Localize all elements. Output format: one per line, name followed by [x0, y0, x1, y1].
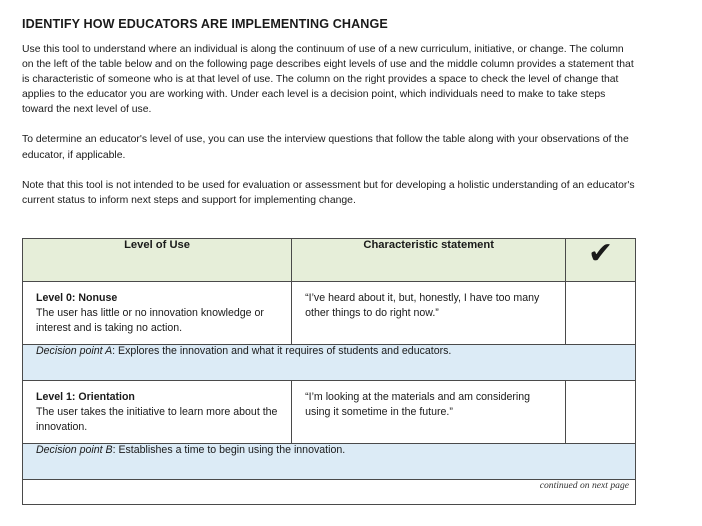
statement-cell: “I’ve heard about it, but, honestly, I have too many other things to do right now.” [292, 282, 566, 345]
table-row-level-1 [23, 381, 636, 444]
header-level-of-use: Level of Use [23, 239, 292, 282]
statement-cell: “I’m looking at the materials and am considering using it sometime in the future.” [292, 381, 566, 444]
decision-point-cell [23, 444, 636, 480]
document-body [22, 14, 636, 208]
header-check-column [566, 236, 636, 282]
method-paragraph: To determine an educator's level of use, you can use the interview questions that follow the table along with your observations of the educator, if applicable. [22, 134, 629, 161]
header-characteristic-statement: Characteristic statement [292, 239, 566, 282]
page-title: IDENTIFY HOW EDUCATORS ARE IMPLEMENTING CHANGE [22, 17, 388, 31]
check-cell-level-1[interactable] [566, 381, 636, 444]
checkmark-icon: ✔ [588, 236, 614, 271]
table-footer-row [23, 480, 636, 505]
decision-point-text: : Establishes a time to begin using the innovation. [112, 444, 346, 456]
decision-point-row-b [23, 444, 636, 480]
level-name: Level 1: Orientation [36, 391, 135, 403]
level-description: The user takes the initiative to learn more about the innovation. [36, 406, 278, 433]
level-cell [23, 381, 292, 444]
table-header-row [23, 239, 636, 282]
note-paragraph: Note that this tool is not intended to be used for evaluation or assessment but for developing a holistic understanding of an educator's current status to inform next steps and support for implementing change. [22, 179, 635, 206]
decision-point-cell [23, 345, 636, 381]
level-cell [23, 282, 292, 345]
check-cell-level-0[interactable] [566, 282, 636, 345]
table-row-level-0 [23, 282, 636, 345]
levels-of-use-table [22, 238, 636, 505]
decision-point-text: : Explores the innovation and what it requires of students and educators. [112, 345, 452, 357]
level-description: The user has little or no innovation knowledge or interest and is taking no action. [36, 307, 264, 334]
level-name: Level 0: Nonuse [36, 292, 118, 304]
intro-paragraph: Use this tool to understand where an individual is along the continuum of use of a new curriculum, initiative, or change. The column on the left of the table below and on the following page describes eight levels of use and the middle column provides a statement that is characteristic of someone who is at that level of use. The column on the right provides a space to check the level of change that applies to the educator you are working with. Under each level is a decision point, which individuals need to make to take steps toward the next level of use. [22, 44, 634, 116]
decision-point-label: Decision point A [36, 345, 113, 357]
decision-point-label: Decision point B [36, 444, 113, 456]
decision-point-row-a [23, 345, 636, 381]
continued-note: continued on next page [23, 480, 636, 505]
